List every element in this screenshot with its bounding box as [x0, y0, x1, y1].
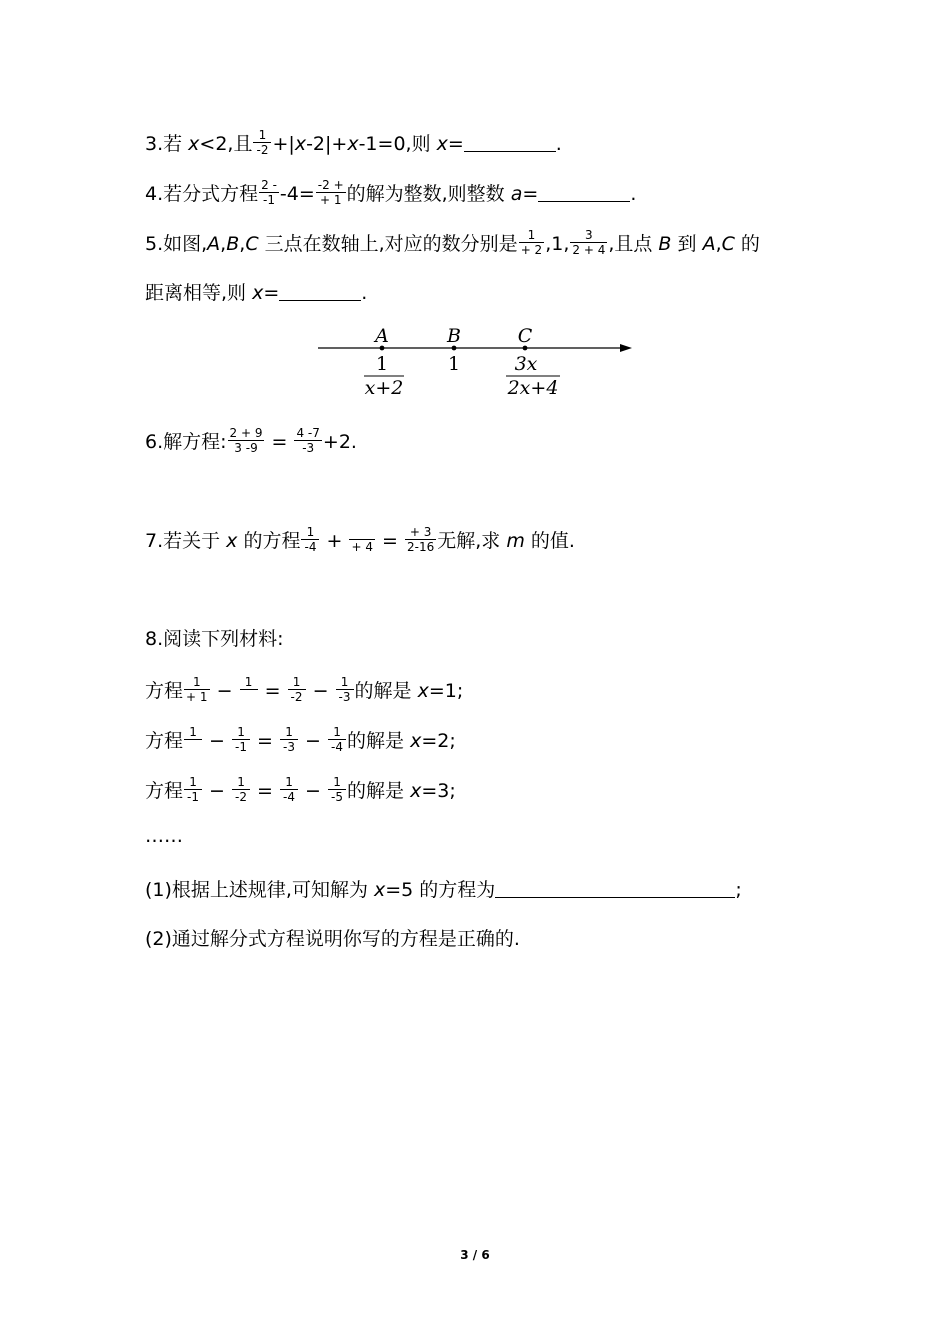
value-a-denominator: x+2: [364, 377, 404, 399]
value-c-denominator: 2x+4: [507, 377, 559, 399]
fraction: $\frac{1}{-4}$: [328, 725, 346, 754]
material-equation-3: 方程 $\frac{1}{-1}$ − $\frac{1}{-2}$ = $\frac{1}{-4}$ − $\frac{1}{-5}$ 的解是 x=3;: [145, 775, 456, 804]
label-b: B: [447, 325, 461, 347]
fraction: $\frac{1}{-1}$: [232, 725, 250, 754]
fraction: $\frac{1}{-3}$: [336, 675, 354, 704]
material-equation-1: 方程 $\frac{1}{+ 1}$ − 1 = $\frac{1}{-2}$ − $\frac{1}{-3}$ 的解是 x=1;: [145, 675, 464, 704]
fraction: $\frac{1}{-2}$: [253, 128, 271, 157]
fraction: $\frac{1}{-2}$: [288, 675, 306, 704]
fraction: $\frac{4 -7}{-3}$: [296, 426, 320, 455]
fraction: 1: [184, 725, 202, 754]
label-a: A: [375, 325, 389, 347]
question-3: 3.若 x<2,且 $\frac{1}{-2}$ +|x-2|+x-1=0,则 x= .: [145, 128, 562, 157]
fraction: 1: [240, 675, 258, 704]
fraction: $\frac{2 -}{-1}$: [261, 178, 277, 207]
answer-blank[interactable]: [538, 181, 630, 202]
fraction: $\frac{2 + 9}{3 -9}$: [229, 426, 263, 455]
fraction: $\frac{1}{-4}$: [280, 775, 298, 804]
answer-blank[interactable]: [464, 131, 556, 152]
fraction: $\frac{1}{-1}$: [184, 775, 202, 804]
question-4: 4.若分式方程 $\frac{2 -}{-1}$ -4= $\frac{-2 +}{+ 1}$ 的解为整数,则整数 a= .: [145, 178, 637, 207]
question-5: 5.如图,A,B,C 三点在数轴上,对应的数分别是 $\frac{1}{+ 2}$ ,1, $\frac{3}{2 + 4}$ ,且点 B 到 A,C 的: [145, 228, 760, 257]
fraction: $\frac{3}{2 + 4}$: [572, 228, 606, 257]
ellipsis: ……: [145, 825, 183, 847]
number-line-figure: [312, 320, 642, 402]
answer-blank[interactable]: [495, 877, 735, 898]
fraction: $\frac{1}{+ 2}$: [520, 228, 543, 257]
question-5-cont: 距离相等,则 x= .: [145, 282, 368, 304]
fraction: $\frac{-2 +}{+ 1}$: [317, 178, 344, 207]
fraction: $\frac{1}{+ 1}$: [186, 675, 208, 704]
part-2: (2)通过解分式方程说明你写的方程是正确的.: [145, 928, 520, 950]
fraction: $\frac{+ 3}{2-16}$: [406, 525, 435, 554]
value-b: 1: [447, 353, 461, 375]
question-6: 6.解方程: $\frac{2 + 9}{3 -9}$ = $\frac{4 -7}{-3}$ +2.: [145, 426, 357, 455]
material-equation-2: 方程 1 − $\frac{1}{-1}$ = $\frac{1}{-3}$ − $\frac{1}{-4}$ 的解是 x=2;: [145, 725, 456, 754]
fraction: + 4: [349, 525, 375, 554]
axis-arrow-icon: [620, 344, 632, 352]
fraction: $\frac{1}{-2}$: [232, 775, 250, 804]
value-c-numerator: 3x: [514, 353, 538, 375]
answer-blank[interactable]: [279, 280, 361, 301]
fraction: $\frac{1}{-3}$: [280, 725, 298, 754]
fraction: $\frac{1}{-4}$: [301, 525, 319, 554]
question-7: 7.若关于 x 的方程 $\frac{1}{-4}$ + + 4 = $\frac{+ 3}{2-16}$ 无解,求 m 的值.: [145, 525, 575, 554]
label-c: C: [517, 325, 533, 347]
part-1: (1)根据上述规律,可知解为 x=5 的方程为 ;: [145, 879, 742, 901]
question-8-title: 8.阅读下列材料:: [145, 628, 284, 650]
value-a-numerator: 1: [375, 353, 389, 375]
fraction: $\frac{1}{-5}$: [328, 775, 346, 804]
page-number: 3 / 6: [460, 1248, 490, 1262]
